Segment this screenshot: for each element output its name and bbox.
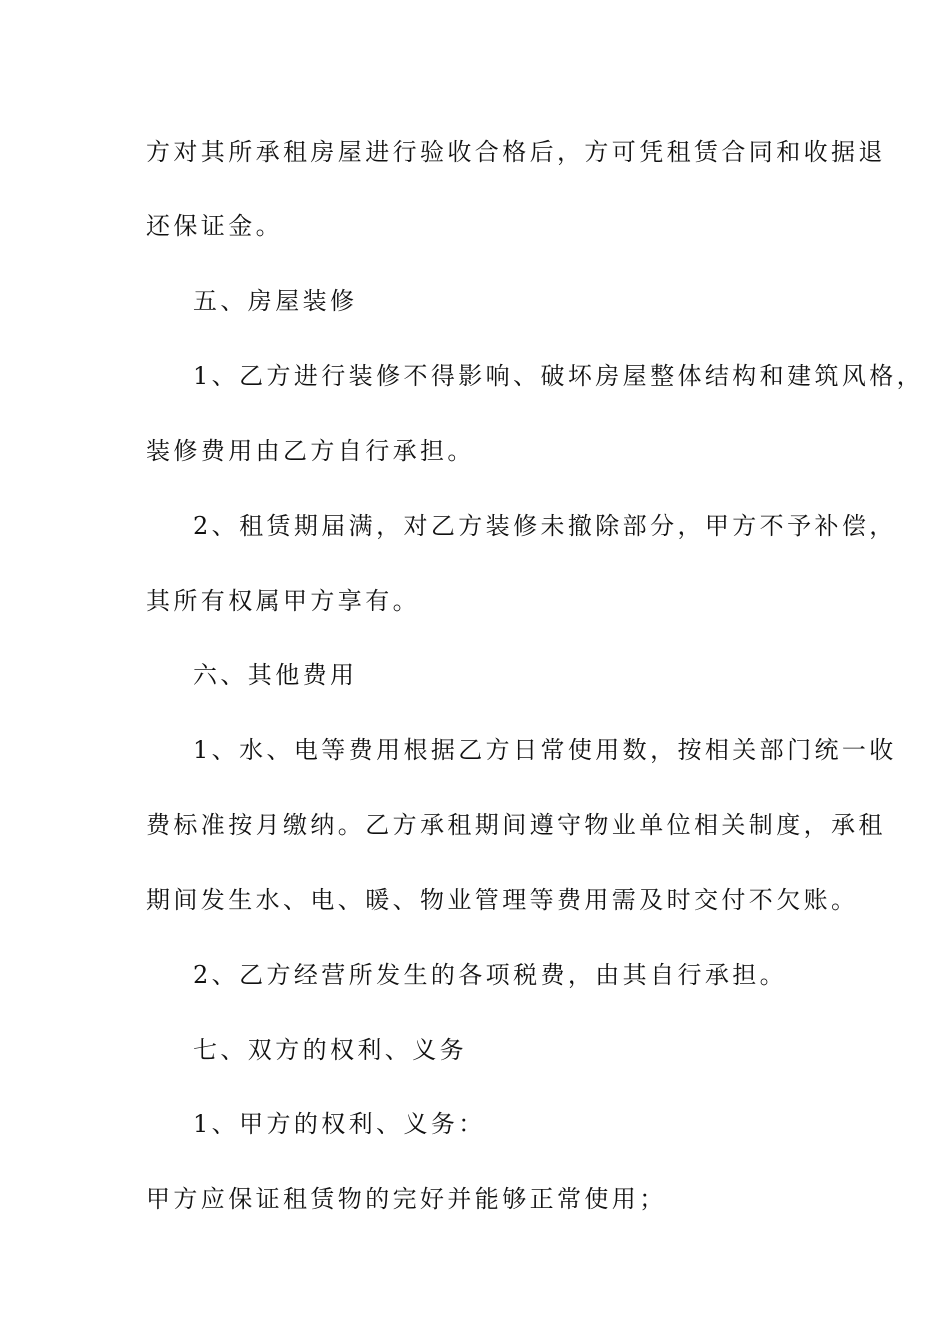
paragraph-line: 装修费用由乙方自行承担。 bbox=[146, 437, 475, 465]
paragraph-line: 1、乙方进行装修不得影响、破坏房屋整体结构和建筑风格， bbox=[193, 362, 925, 390]
paragraph-line: 期间发生水、电、暖、物业管理等费用需及时交付不欠账。 bbox=[146, 886, 859, 914]
paragraph-line: 费标准按月缴纳。乙方承租期间遵守物业单位相关制度，承租 bbox=[146, 811, 886, 839]
paragraph-line: 2、乙方经营所发生的各项税费，由其自行承担。 bbox=[193, 961, 788, 989]
section-heading: 七、双方的权利、义务 bbox=[193, 1036, 467, 1064]
paragraph-line: 甲方应保证租赁物的完好并能够正常使用； bbox=[146, 1185, 667, 1213]
paragraph-line: 1、甲方的权利、义务： bbox=[193, 1110, 486, 1138]
paragraph-line: 还保证金。 bbox=[146, 212, 283, 240]
paragraph-line: 方对其所承租房屋进行验收合格后，方可凭租赁合同和收据退 bbox=[146, 138, 886, 166]
paragraph-line: 2、租赁期届满，对乙方装修未撤除部分，甲方不予补偿， bbox=[193, 512, 897, 540]
paragraph-line: 1、水、电等费用根据乙方日常使用数，按相关部门统一收 bbox=[193, 736, 897, 764]
section-heading: 六、其他费用 bbox=[193, 661, 358, 689]
section-heading: 五、房屋装修 bbox=[193, 287, 358, 315]
paragraph-line: 其所有权属甲方享有。 bbox=[146, 587, 420, 615]
